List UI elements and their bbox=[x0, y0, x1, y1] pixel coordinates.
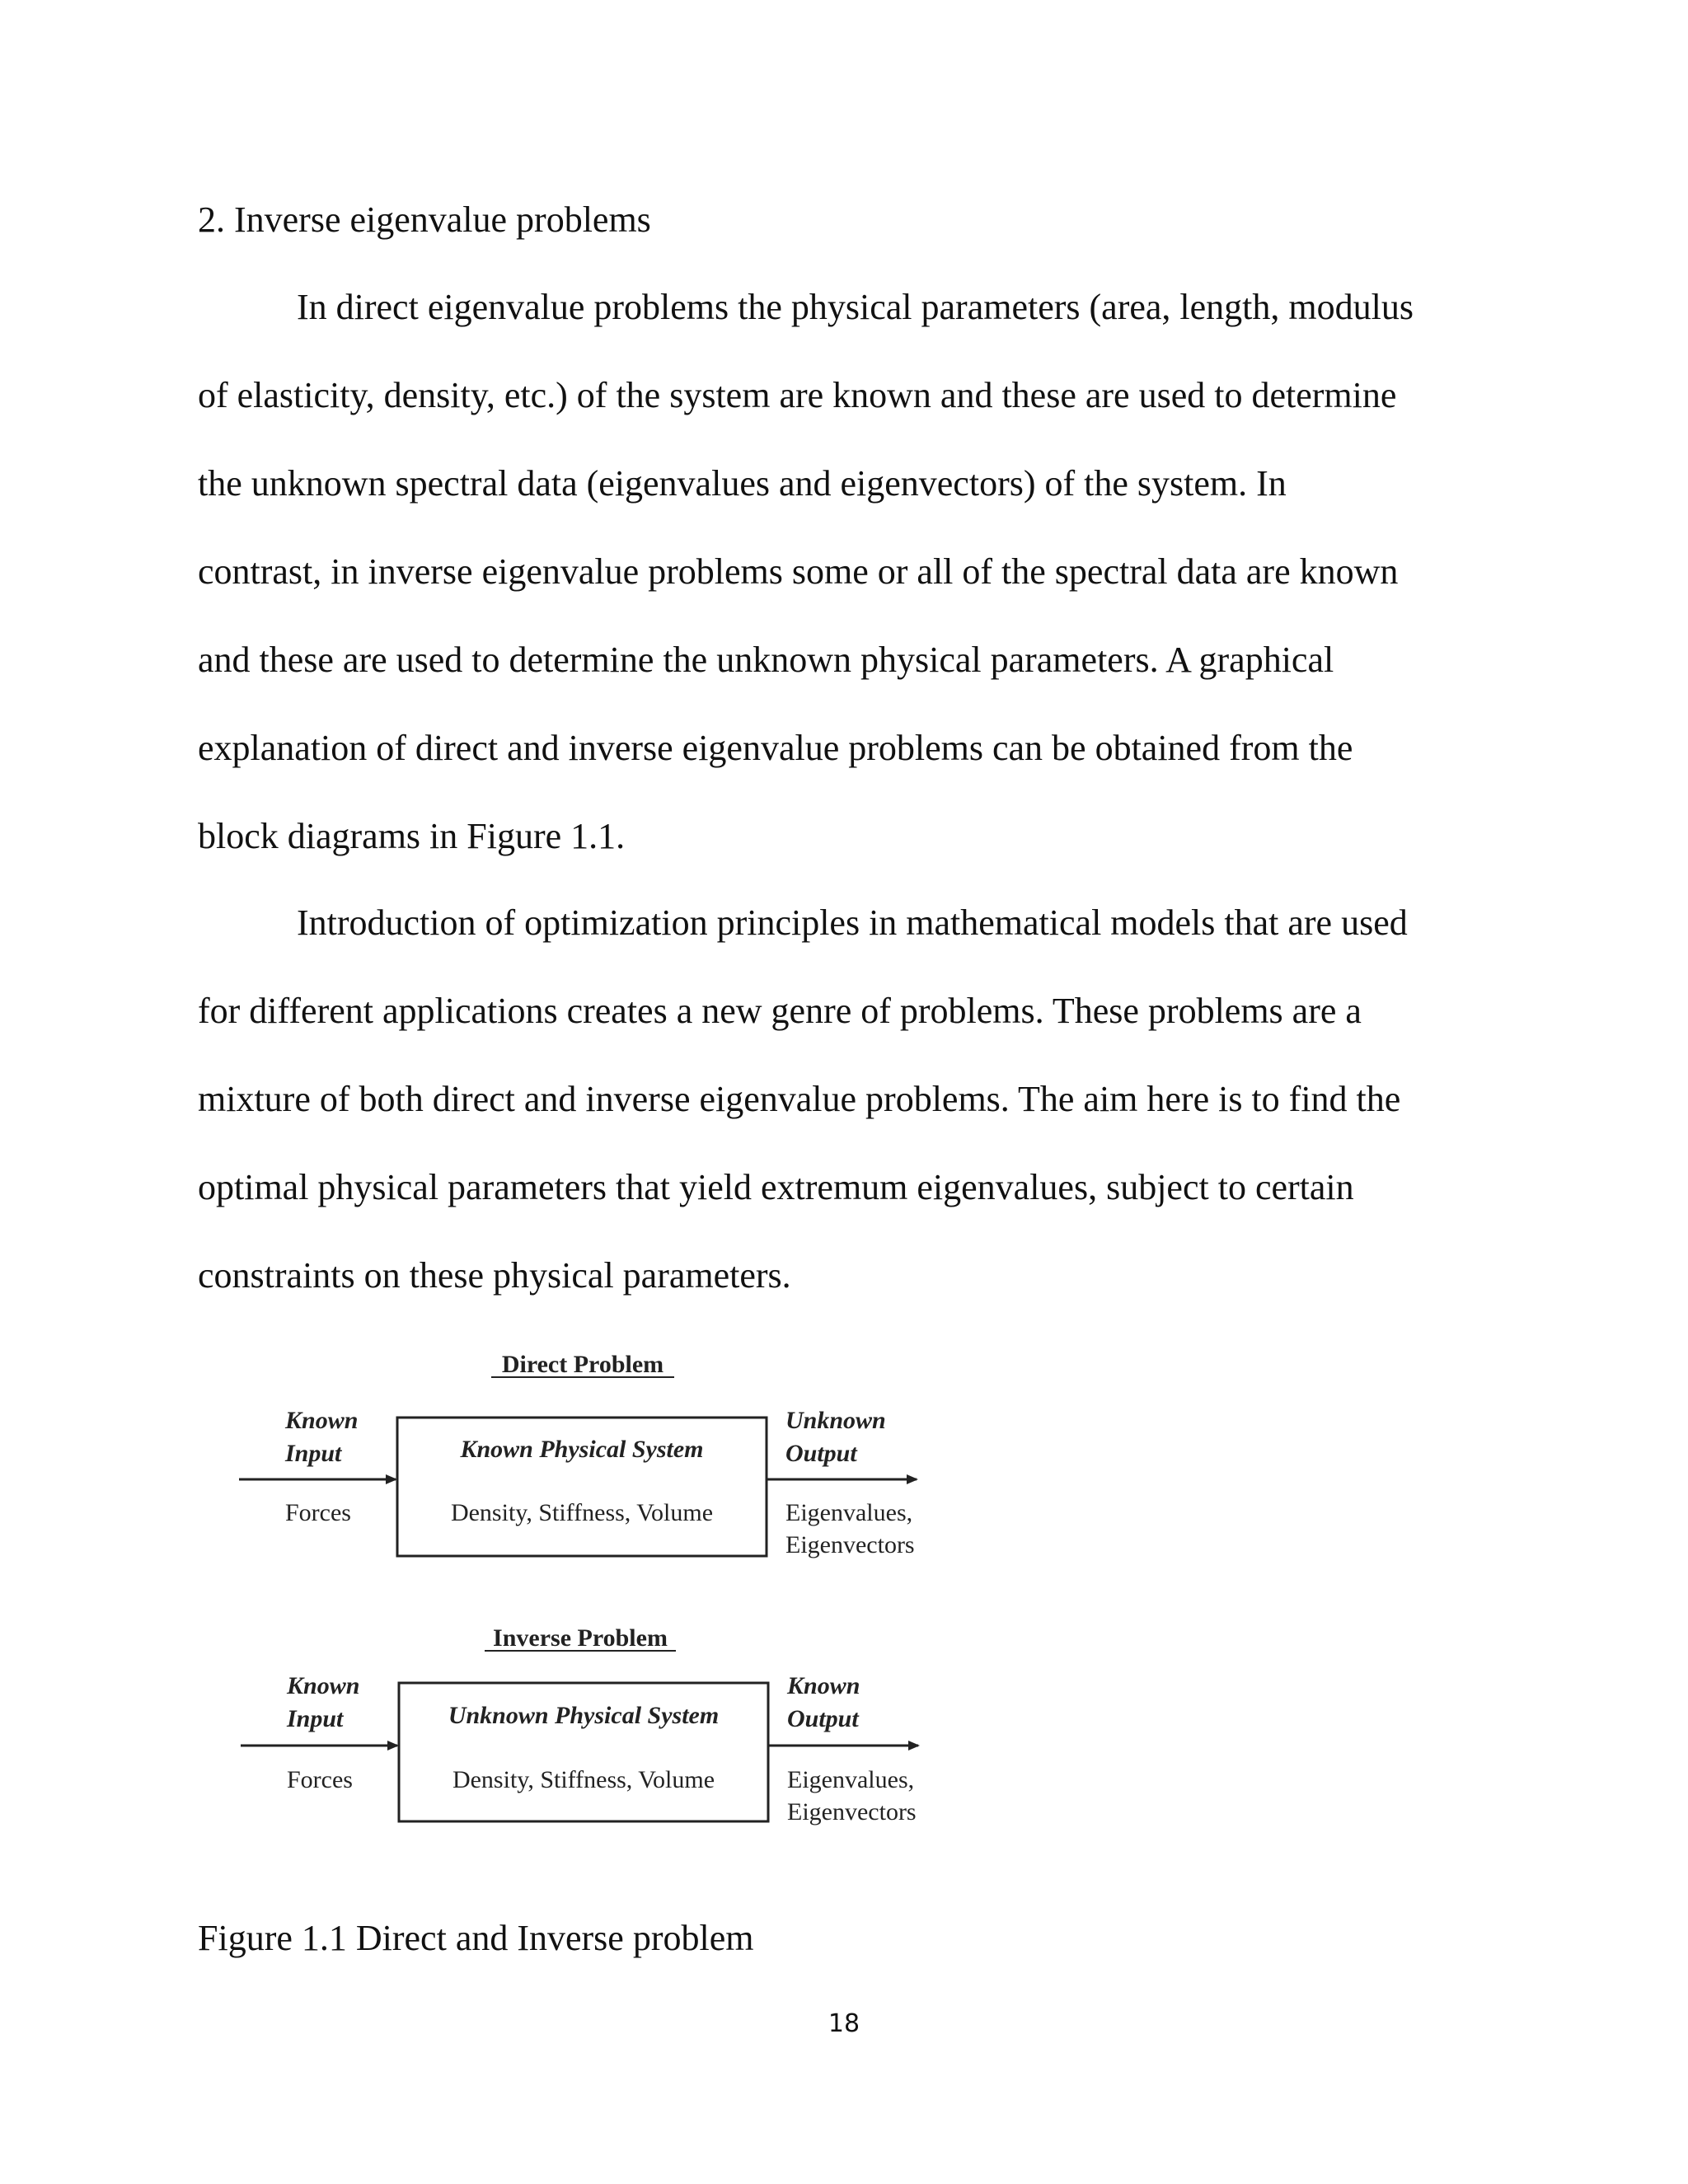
inverse-box-title: Unknown Physical System bbox=[448, 1702, 720, 1729]
direct-output-label-1: Unknown bbox=[785, 1407, 886, 1434]
inverse-output-value-1: Eigenvalues, bbox=[787, 1766, 915, 1793]
paragraph-1-line-5: and these are used to determine the unknown physical parameters. A graphical bbox=[198, 640, 1334, 680]
direct-input-value: Forces bbox=[285, 1499, 351, 1526]
paragraph-2-line-4: optimal physical parameters that yield extremum eigenvalues, subject to certain bbox=[198, 1167, 1354, 1207]
paragraph-1-line-6: explanation of direct and inverse eigenvalue problems can be obtained from the bbox=[198, 728, 1353, 768]
paragraph-2-line-1: Introduction of optimization principles in mathematical models that are used bbox=[297, 902, 1408, 943]
inverse-box-body: Density, Stiffness, Volume bbox=[452, 1766, 715, 1793]
page-number: 18 bbox=[828, 2009, 860, 2038]
direct-output-value-2: Eigenvectors bbox=[785, 1531, 915, 1558]
paragraph-2-line-2: for different applications creates a new genre of problems. These problems are a bbox=[198, 991, 1362, 1031]
inverse-output-label-2: Output bbox=[787, 1705, 859, 1732]
paragraph-1-line-3: the unknown spectral data (eigenvalues and eigenvectors) of the system. In bbox=[198, 463, 1287, 504]
inverse-output-label-1: Known bbox=[787, 1672, 860, 1699]
section-heading: 2. Inverse eigenvalue problems bbox=[198, 199, 651, 240]
direct-output-value-1: Eigenvalues, bbox=[785, 1499, 913, 1526]
paragraph-1-line-4: contrast, in inverse eigenvalue problems some or all of the spectral data are known bbox=[198, 551, 1399, 592]
inverse-output-value-2: Eigenvectors bbox=[787, 1798, 917, 1825]
direct-problem-title: Direct Problem bbox=[501, 1352, 664, 1378]
paragraph-2-line-3: mixture of both direct and inverse eigenvalue problems. The aim here is to find the bbox=[198, 1079, 1401, 1119]
inverse-input-value: Forces bbox=[287, 1766, 353, 1793]
paragraph-1-line-2: of elasticity, density, etc.) of the system are known and these are used to determine bbox=[198, 375, 1397, 415]
direct-problem-diagram bbox=[239, 1352, 917, 1558]
inverse-input-label-2: Input bbox=[287, 1705, 344, 1732]
direct-input-label-1: Known bbox=[285, 1407, 359, 1434]
figure-caption: Figure 1.1 Direct and Inverse problem bbox=[198, 1918, 754, 1958]
inverse-input-label-1: Known bbox=[287, 1672, 360, 1699]
direct-output-label-2: Output bbox=[785, 1440, 857, 1467]
block-diagram-figure bbox=[239, 1352, 948, 1863]
direct-input-label-2: Input bbox=[285, 1440, 342, 1467]
direct-box-title: Known Physical System bbox=[460, 1436, 704, 1463]
paragraph-2-line-5: constraints on these physical parameters. bbox=[198, 1255, 791, 1296]
direct-box-body: Density, Stiffness, Volume bbox=[450, 1499, 714, 1526]
paragraph-1-line-7: block diagrams in Figure 1.1. bbox=[198, 816, 626, 856]
inverse-problem-title: Inverse Problem bbox=[493, 1624, 668, 1652]
inverse-problem-diagram bbox=[241, 1624, 918, 1825]
paragraph-1-line-1: In direct eigenvalue problems the physical parameters (area, length, modulus bbox=[297, 287, 1414, 327]
